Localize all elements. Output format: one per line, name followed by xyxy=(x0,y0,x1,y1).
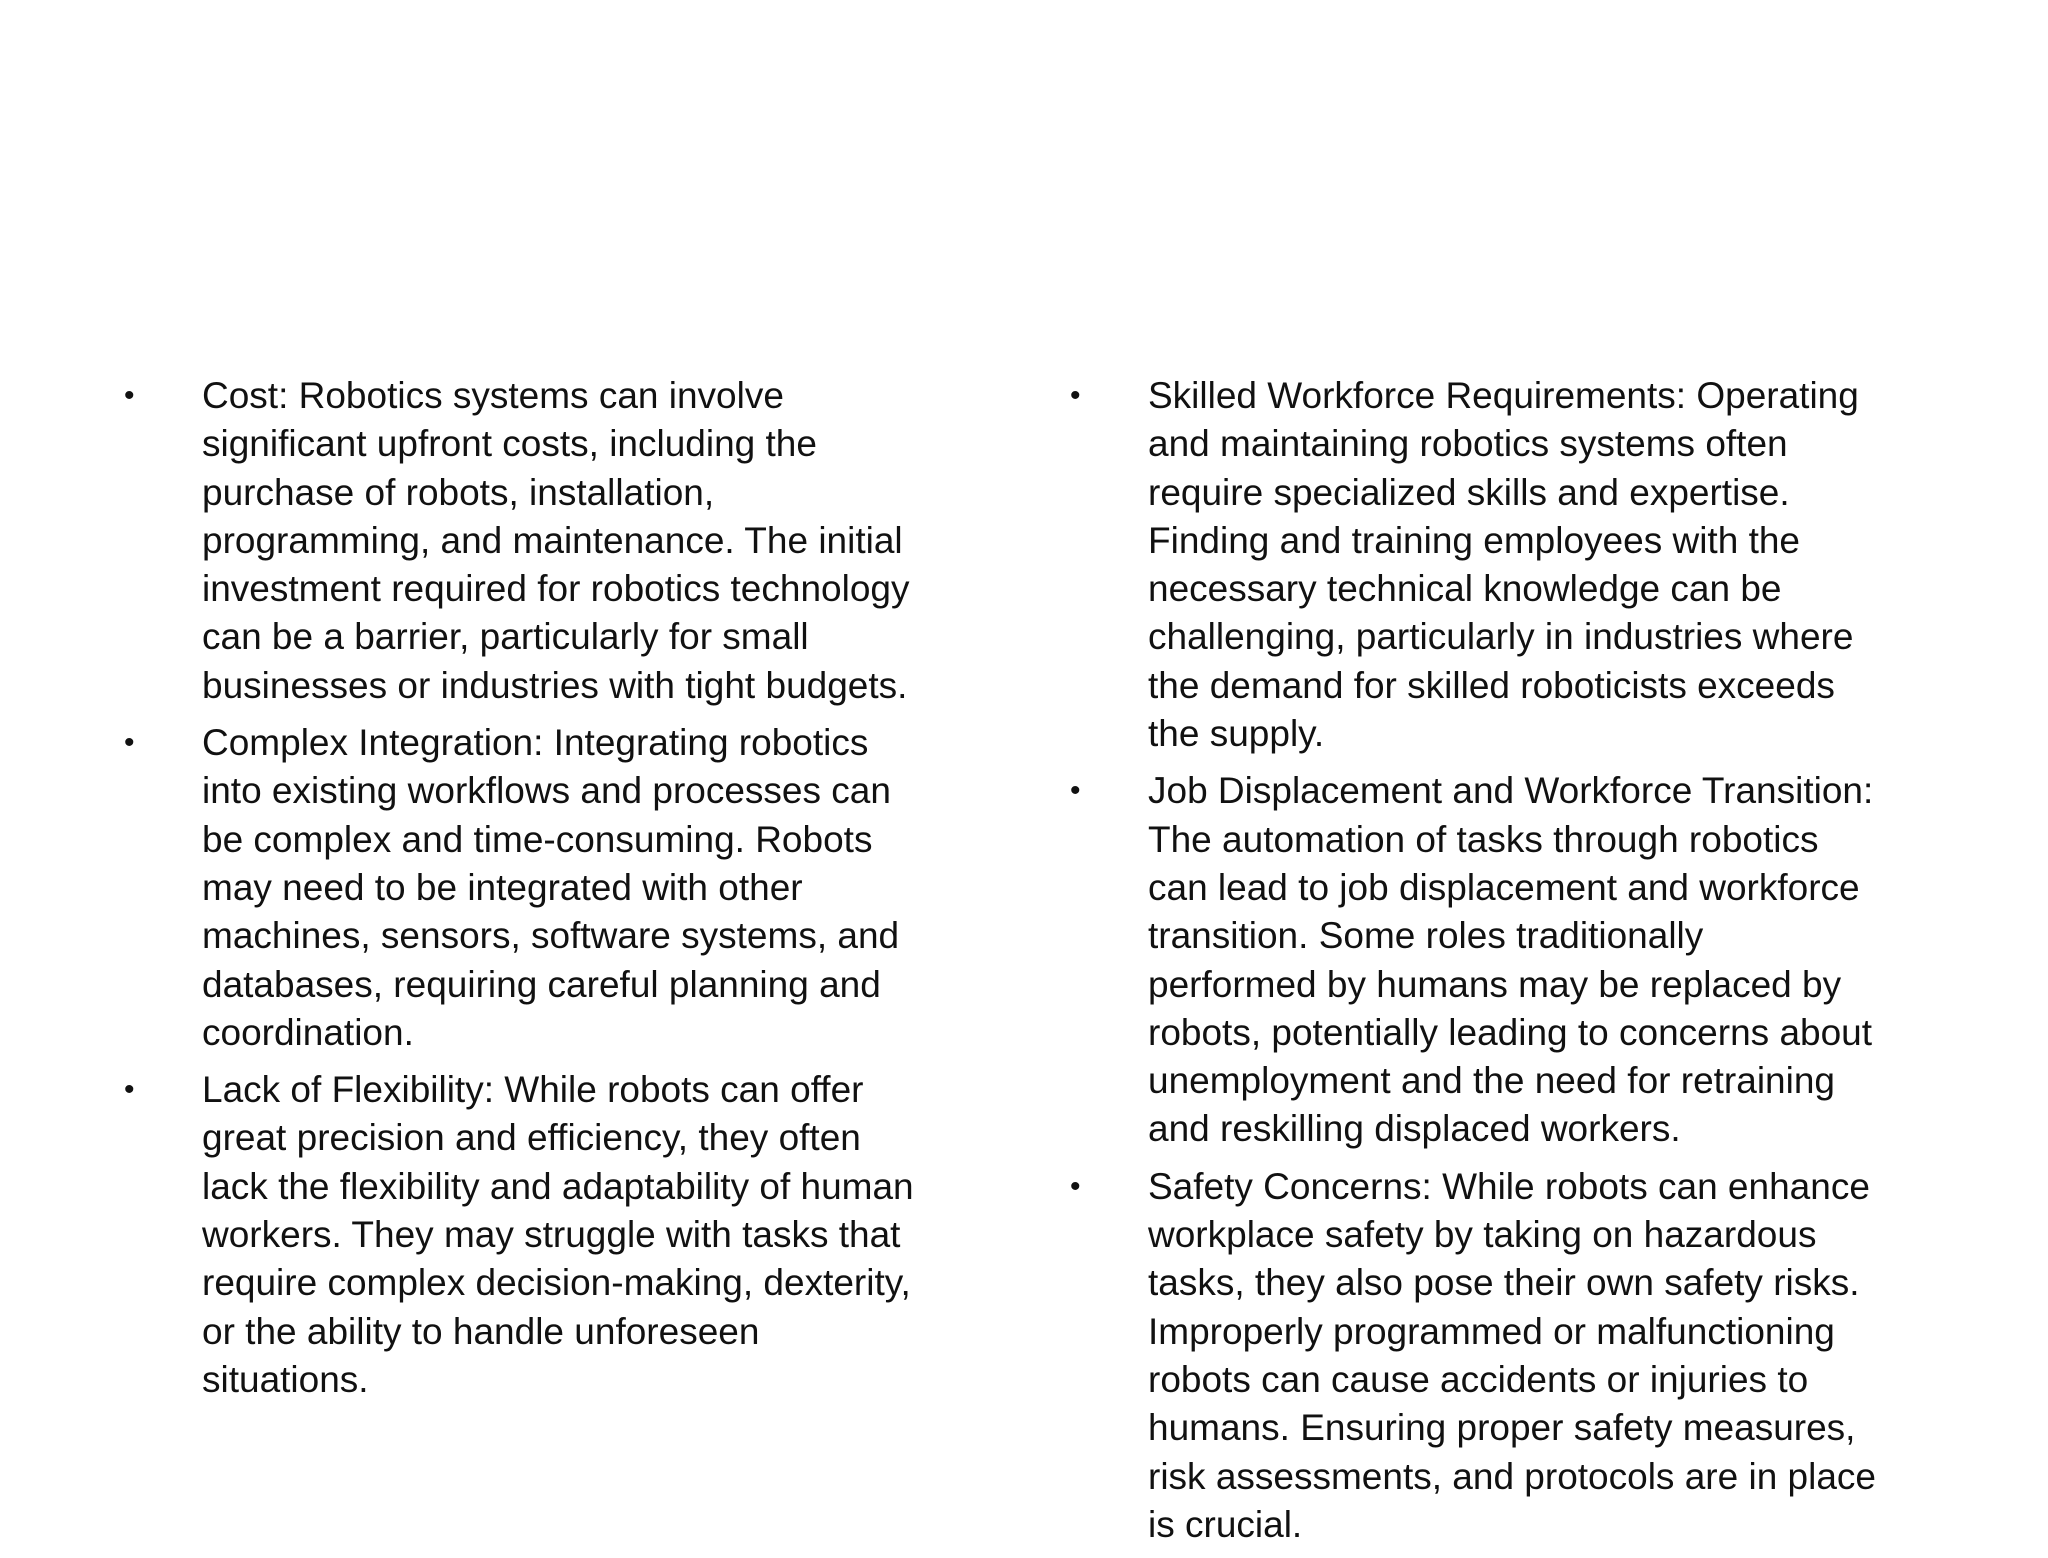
text-line: be complex and time-consuming. Robots xyxy=(202,818,873,860)
text-line: the supply. xyxy=(1148,713,1325,755)
text-line: necessary technical knowledge can be xyxy=(1148,568,1782,610)
text-line: Skilled Workforce Requirements: Operating xyxy=(1148,375,1859,416)
text-line: risk assessments, and protocols are in place xyxy=(1148,1455,1877,1497)
text-line: robots can cause accidents or injuries to xyxy=(1148,1358,1809,1400)
text-line: Improperly programmed or malfunctioning xyxy=(1148,1310,1835,1352)
bullet-lack-of-flexibility xyxy=(120,1066,1000,1404)
text-line: humans. Ensuring proper safety measures, xyxy=(1148,1407,1856,1449)
bullet-text xyxy=(1148,1163,1966,1549)
text-line: situations. xyxy=(202,1358,369,1400)
text-line: and maintaining robotics systems often xyxy=(1148,423,1788,465)
text-line: purchase of robots, installation, xyxy=(202,471,715,513)
bullet-text xyxy=(202,372,1000,710)
text-line: robots, potentially leading to concerns about xyxy=(1148,1011,1873,1053)
text-line: workplace safety by taking on hazardous xyxy=(1148,1214,1817,1256)
bullet-text xyxy=(202,719,1000,1057)
text-line: lack the flexibility and adaptability of human xyxy=(202,1165,914,1207)
bullet-icon: • xyxy=(1070,1169,1081,1203)
bullet-text xyxy=(202,1066,1000,1404)
text-line: coordination. xyxy=(202,1011,414,1053)
text-line: Cost: Robotics systems can involve xyxy=(202,375,784,416)
text-line: Job Displacement and Workforce Transition: xyxy=(1148,770,1874,812)
text-line: businesses or industries with tight budgets. xyxy=(202,664,908,706)
text-line: machines, sensors, software systems, and xyxy=(202,915,900,957)
text-line: Safety Concerns: While robots can enhance xyxy=(1148,1165,1870,1207)
text-line: Finding and training employees with the xyxy=(1148,519,1800,561)
bullet-safety-concerns xyxy=(1066,1163,1966,1549)
text-line: Lack of Flexibility: While robots can offer xyxy=(202,1069,864,1111)
text-line: can be a barrier, particularly for small xyxy=(202,616,809,658)
bullet-icon: • xyxy=(124,726,135,760)
bullet-icon: • xyxy=(124,379,135,412)
right-bullet-list xyxy=(1066,372,1966,1558)
text-line: into existing workflows and processes can xyxy=(202,770,891,812)
bullet-job-displacement xyxy=(1066,767,1966,1153)
bullet-icon: • xyxy=(1070,774,1081,808)
text-line: may need to be integrated with other xyxy=(202,866,803,908)
bullet-icon: • xyxy=(1070,379,1081,412)
bullet-icon: • xyxy=(124,1073,135,1107)
bullet-skilled-workforce xyxy=(1066,372,1966,758)
text-line: programming, and maintenance. The initial xyxy=(202,519,903,561)
text-line: transition. Some roles traditionally xyxy=(1148,915,1704,957)
bullet-text xyxy=(1148,372,1966,758)
bullet-cost xyxy=(120,372,1000,710)
text-line: require complex decision-making, dexterity, xyxy=(202,1262,911,1304)
text-line: workers. They may struggle with tasks that xyxy=(202,1214,901,1256)
text-line: unemployment and the need for retraining xyxy=(1148,1060,1835,1102)
text-line: Complex Integration: Integrating robotics xyxy=(202,722,869,764)
text-line: is crucial. xyxy=(1148,1503,1303,1545)
text-line: significant upfront costs, including the xyxy=(202,423,817,465)
text-line: The automation of tasks through robotics xyxy=(1148,818,1819,860)
text-line: great precision and efficiency, they often xyxy=(202,1117,861,1159)
text-line: tasks, they also pose their own safety risks. xyxy=(1148,1262,1860,1304)
text-line: the demand for skilled roboticists exceeds xyxy=(1148,664,1835,706)
text-line: performed by humans may be replaced by xyxy=(1148,963,1842,1005)
text-line: databases, requiring careful planning and xyxy=(202,963,881,1005)
text-line: and reskilling displaced workers. xyxy=(1148,1108,1681,1150)
text-line: can lead to job displacement and workforce xyxy=(1148,866,1860,908)
text-line: or the ability to handle unforeseen xyxy=(202,1310,760,1352)
text-line: require specialized skills and expertise. xyxy=(1148,471,1790,513)
left-bullet-list xyxy=(120,372,1000,1413)
bullet-text xyxy=(1148,767,1966,1153)
bullet-complex-integration xyxy=(120,719,1000,1057)
text-line: investment required for robotics technology xyxy=(202,568,910,610)
text-line: challenging, particularly in industries where xyxy=(1148,616,1854,658)
